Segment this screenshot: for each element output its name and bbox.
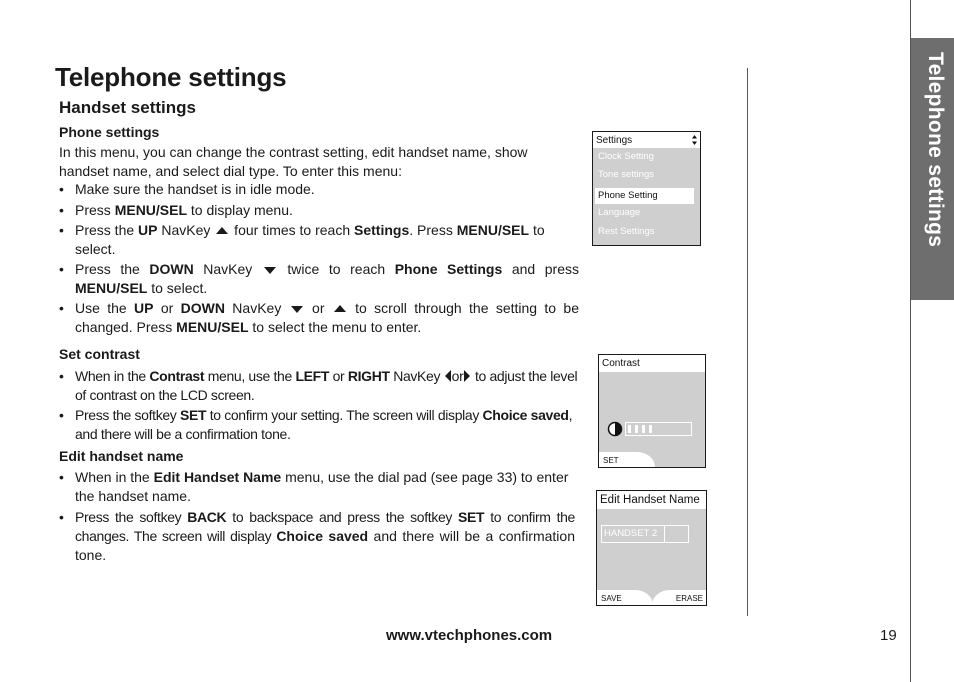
step-text: twice to reach	[277, 261, 395, 277]
phone-settings-heading: Phone settings	[59, 124, 160, 140]
step-text: Press the	[75, 261, 150, 277]
lcd-settings-screen	[592, 131, 701, 246]
step-text: to confirm your setting. The screen will display	[206, 407, 483, 423]
lcd-menu-item-language: Language	[598, 207, 641, 218]
key-menu-sel: MENU/SEL	[75, 280, 148, 296]
side-tab-label: Telephone settings	[924, 52, 947, 248]
step-adjust-contrast	[59, 367, 579, 405]
step-reach-phone-settings	[59, 260, 579, 298]
step-confirm-contrast	[59, 406, 579, 444]
save-softkey[interactable]: SAVE	[597, 590, 653, 605]
field-divider	[664, 526, 665, 542]
step-text: Press the	[75, 222, 139, 238]
step-enter-name	[59, 468, 575, 506]
contrast-level-segment	[635, 425, 638, 433]
down-arrow-icon	[264, 267, 276, 274]
step-text: Make sure the handset is in idle mode.	[75, 181, 315, 197]
step-text: or	[451, 368, 464, 384]
lcd-menu-item-rest-settings: Rest Settings	[598, 226, 655, 237]
key-set: SET	[458, 509, 485, 525]
lcd-header-text: Edit Handset Name	[600, 494, 700, 506]
step-text: NavKey	[157, 222, 215, 238]
step-text: to adjust the level of contrast on the LCD screen.	[75, 368, 578, 403]
lcd-menu-item-phone-setting: Phone Setting	[598, 190, 658, 201]
menu-contrast: Contrast	[149, 368, 205, 384]
key-up: UP	[134, 300, 154, 316]
edit-name-steps	[59, 468, 575, 565]
column-divider	[747, 68, 748, 616]
step-text: When in the	[75, 469, 154, 485]
step-text: to confirm the changes. The screen will display	[75, 509, 575, 544]
step-text: to select.	[147, 280, 208, 296]
lcd-menu-list	[595, 148, 694, 242]
erase-softkey[interactable]: ERASE	[652, 590, 706, 605]
lcd-edit-name-screen	[596, 490, 707, 606]
menu-edit-handset-name: Edit Handset Name	[153, 469, 282, 485]
step-text: to scroll through the setting to be changed. Press	[75, 300, 580, 335]
step-idle-mode	[59, 180, 579, 199]
step-confirm-name	[59, 508, 575, 565]
key-left: LEFT	[295, 368, 330, 384]
step-text: four times to reach	[230, 222, 355, 238]
lcd-menu-item-clock-setting: Clock Setting	[598, 151, 654, 162]
menu-settings: Settings	[354, 222, 410, 238]
step-text: to select.	[75, 222, 545, 257]
key-set: SET	[179, 407, 207, 423]
step-text: or	[304, 300, 332, 316]
up-arrow-icon	[334, 305, 346, 312]
handset-name-value: HANDSET 2	[604, 528, 658, 539]
step-text: or	[329, 368, 348, 384]
step-text: and press	[502, 261, 579, 277]
key-back: BACK	[187, 509, 227, 525]
phone-settings-steps	[59, 180, 579, 337]
step-display-menu	[59, 201, 579, 220]
phone-settings-intro: In this menu, you can change the contrast setting, edit handset name, show handset name, and select dial type. To enter this menu:	[59, 144, 528, 179]
step-text: When in the	[75, 368, 150, 384]
down-arrow-icon	[291, 306, 303, 313]
step-scroll-settings	[59, 299, 579, 337]
step-text: , and there will be a confirmation tone.	[75, 407, 573, 442]
key-menu-sel: MENU/SEL	[176, 319, 249, 335]
step-text: Press the softkey	[75, 509, 188, 525]
lcd-header-text: Settings	[596, 135, 633, 146]
key-down: DOWN	[180, 300, 225, 316]
left-arrow-icon	[445, 370, 451, 382]
lcd-contrast-screen	[598, 354, 706, 468]
contrast-level-segment	[649, 425, 652, 433]
contrast-level-bar	[625, 422, 692, 437]
step-text: NavKey	[193, 261, 262, 277]
contrast-level-segment	[642, 425, 645, 433]
step-text: to display menu.	[187, 202, 293, 218]
step-text: or	[153, 300, 181, 316]
up-arrow-icon	[216, 227, 228, 234]
message-choice-saved: Choice saved	[276, 528, 369, 544]
key-right: RIGHT	[347, 368, 390, 384]
lcd-header-text: Contrast	[602, 358, 640, 369]
key-up: UP	[138, 222, 158, 238]
lcd-header	[599, 355, 705, 372]
step-text: and there will be a confirmation tone.	[75, 528, 575, 563]
lcd-menu-item-tone-settings: Tone settings	[598, 169, 654, 180]
set-softkey[interactable]: SET	[599, 452, 655, 467]
step-text: menu, use the	[204, 368, 296, 384]
handset-name-field[interactable]	[601, 525, 689, 543]
right-arrow-icon	[464, 370, 470, 382]
step-text: menu, use the dial pad (see page 33) to enter the handset name.	[75, 469, 569, 504]
page-number: 19	[880, 627, 897, 644]
page-title: Telephone settings	[55, 62, 287, 92]
section-title: Handset settings	[59, 98, 196, 117]
menu-phone-settings: Phone Settings	[394, 261, 503, 277]
step-text: Press	[75, 202, 115, 218]
footer-website: www.vtechphones.com	[386, 627, 553, 644]
key-menu-sel: MENU/SEL	[114, 202, 188, 218]
set-contrast-heading: Set contrast	[59, 346, 140, 362]
side-section-tab	[911, 38, 954, 300]
step-text: Use the	[75, 300, 135, 316]
key-down: DOWN	[149, 261, 194, 277]
step-text: NavKey	[224, 300, 289, 316]
step-text: NavKey	[389, 368, 444, 384]
step-reach-settings	[59, 221, 579, 259]
message-choice-saved: Choice saved	[482, 407, 569, 423]
step-text: to select the menu to enter.	[248, 319, 422, 335]
contrast-icon	[607, 421, 623, 437]
edit-name-heading: Edit handset name	[59, 448, 184, 464]
step-text: to backspace and press the softkey	[226, 509, 459, 525]
step-text: Press the softkey	[75, 407, 180, 423]
scroll-arrows-icon	[692, 135, 697, 145]
lcd-header	[597, 491, 706, 509]
step-text: . Press	[409, 222, 457, 238]
set-contrast-steps	[59, 367, 579, 444]
contrast-level-segment	[628, 425, 631, 433]
lcd-header	[593, 132, 700, 148]
key-menu-sel: MENU/SEL	[456, 222, 530, 238]
